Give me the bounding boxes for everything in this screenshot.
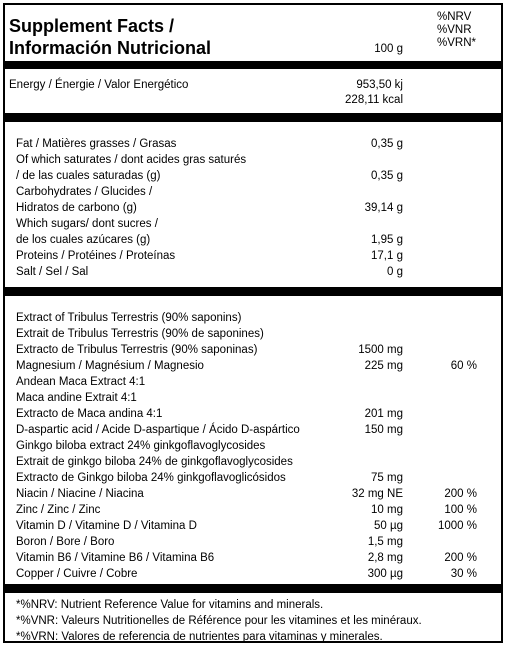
row-name: / de las cuales saturadas (g)	[16, 170, 161, 182]
row-amount: 50 µg	[373, 520, 403, 532]
row-name: Of which saturates / dont acides gras saturés	[16, 154, 247, 166]
row-name: Hidratos de carbono (g)	[16, 202, 137, 214]
nutrient-row	[5, 200, 501, 216]
row-name: Vitamin B6 / Vitamine B6 / Vitamina B6	[16, 552, 215, 564]
nrv-header-line2: %VNR	[437, 24, 472, 36]
row-amount: 1500 mg	[358, 344, 403, 356]
ingredient-row	[5, 326, 501, 342]
ingredient-row	[5, 518, 501, 534]
nutrient-row	[5, 184, 501, 200]
ingredient-row	[5, 470, 501, 486]
row-amount: 201 mg	[364, 408, 403, 420]
ingredient-row	[5, 374, 501, 390]
row-name: Fat / Matières grasses / Grasas	[16, 138, 177, 150]
nutrient-row	[5, 216, 501, 232]
row-nrv: 200 %	[444, 488, 477, 500]
row-name: Extrait de Tribulus Terrestris (90% de saponines)	[16, 328, 264, 340]
nutrients-divider-thick	[5, 287, 501, 296]
panel-title-line1: Supplement Facts /	[9, 16, 175, 36]
row-name: D-aspartic acid / Acide D-aspartique / Ácido D-aspártico	[16, 424, 300, 436]
row-amount: 0,35 g	[371, 170, 403, 182]
nutrient-row	[5, 232, 501, 248]
row-amount: 39,14 g	[364, 202, 403, 214]
ingredient-row	[5, 566, 501, 582]
row-name: Andean Maca Extract 4:1	[16, 376, 146, 388]
amount-column-header: 100 g	[374, 43, 403, 55]
row-name: Extracto de Tribulus Terrestris (90% saponinas)	[16, 344, 258, 356]
nutrient-row	[5, 136, 501, 152]
nutrient-row	[5, 152, 501, 168]
row-name: Boron / Bore / Boro	[16, 536, 115, 548]
nrv-header-line3: %VRN*	[437, 37, 476, 49]
energy-label: Energy / Énergie / Valor Energético	[9, 79, 189, 91]
row-nrv: 200 %	[444, 552, 477, 564]
row-name: Salt / Sel / Sal	[16, 266, 89, 278]
row-amount: 2,8 mg	[367, 552, 403, 564]
row-name: Extracto de Ginkgo biloba 24% ginkgoflavoglicósidos	[16, 472, 286, 484]
nrv-header-line1: %NRV	[437, 11, 472, 23]
row-amount: 225 mg	[364, 360, 403, 372]
row-amount: 0 g	[387, 266, 403, 278]
ingredient-row	[5, 502, 501, 518]
row-name: Copper / Cuivre / Cobre	[16, 568, 138, 580]
row-amount: 1,95 g	[371, 234, 403, 246]
ingredient-row	[5, 550, 501, 566]
row-name: de los cuales azúcares (g)	[16, 234, 151, 246]
row-name: Vitamin D / Vitamine D / Vitamina D	[16, 520, 197, 532]
row-nrv: 100 %	[444, 504, 477, 516]
row-name: Ginkgo biloba extract 24% ginkgoflavoglycosides	[16, 440, 266, 452]
row-name: Niacin / Niacine / Niacina	[16, 488, 144, 500]
footnote-nrv: *%NRV: Nutrient Reference Value for vitamins and minerals.	[16, 599, 324, 611]
row-amount: 1,5 mg	[367, 536, 403, 548]
row-amount: 10 mg	[371, 504, 403, 516]
energy-divider-thick	[5, 113, 501, 122]
row-nrv: 30 %	[450, 568, 477, 580]
row-amount: 32 mg NE	[351, 488, 403, 500]
row-name: Extrait de ginkgo biloba 24% de ginkgoflavoglycosides	[16, 456, 293, 468]
nrv-column-header	[437, 11, 476, 50]
row-name: Maca andine Extrait 4:1	[16, 392, 137, 404]
row-name: Proteins / Protéines / Proteínas	[16, 250, 176, 262]
ingredient-row	[5, 342, 501, 358]
nutrient-row	[5, 248, 501, 264]
row-amount: 150 mg	[364, 424, 403, 436]
row-amount: 17,1 g	[371, 250, 403, 262]
ingredient-row	[5, 358, 501, 374]
ingredient-row	[5, 310, 501, 326]
nutrient-row	[5, 264, 501, 280]
footnote-vnr: *%VNR: Valeurs Nutritionelles de Référence pour les vitamines et les minéraux.	[16, 615, 422, 627]
ingredient-row	[5, 438, 501, 454]
ingredient-row	[5, 454, 501, 470]
panel-title	[9, 15, 211, 59]
nutrient-row	[5, 168, 501, 184]
panel-title-line2: Información Nutricional	[9, 38, 212, 58]
row-amount: 0,35 g	[371, 138, 403, 150]
energy-kcal: 228,11 kcal	[345, 94, 403, 106]
ingredient-row	[5, 422, 501, 438]
row-amount: 300 µg	[367, 568, 403, 580]
row-name: Which sugars/ dont sucres /	[16, 218, 158, 230]
ingredient-row	[5, 390, 501, 406]
row-nrv: 1000 %	[437, 520, 477, 532]
ingredients-divider-thick	[5, 584, 501, 593]
row-name: Magnesium / Magnésium / Magnesio	[16, 360, 204, 372]
row-nrv: 60 %	[450, 360, 477, 372]
energy-kj: 953,50 kj	[356, 79, 403, 91]
ingredient-row	[5, 486, 501, 502]
footnote-vrn: *%VRN: Valores de referencia de nutrientes para vitaminas y minerales.	[16, 631, 383, 643]
row-name: Extract of Tribulus Terrestris (90% saponins)	[16, 312, 242, 324]
supplement-facts-panel	[3, 3, 503, 643]
row-name: Extracto de Maca andina 4:1	[16, 408, 163, 420]
row-name: Carbohydrates / Glucides /	[16, 186, 153, 198]
ingredient-row	[5, 406, 501, 422]
row-amount: 75 mg	[371, 472, 403, 484]
ingredient-row	[5, 534, 501, 550]
row-name: Zinc / Zinc / Zinc	[16, 504, 101, 516]
header-divider-thick	[5, 61, 501, 69]
